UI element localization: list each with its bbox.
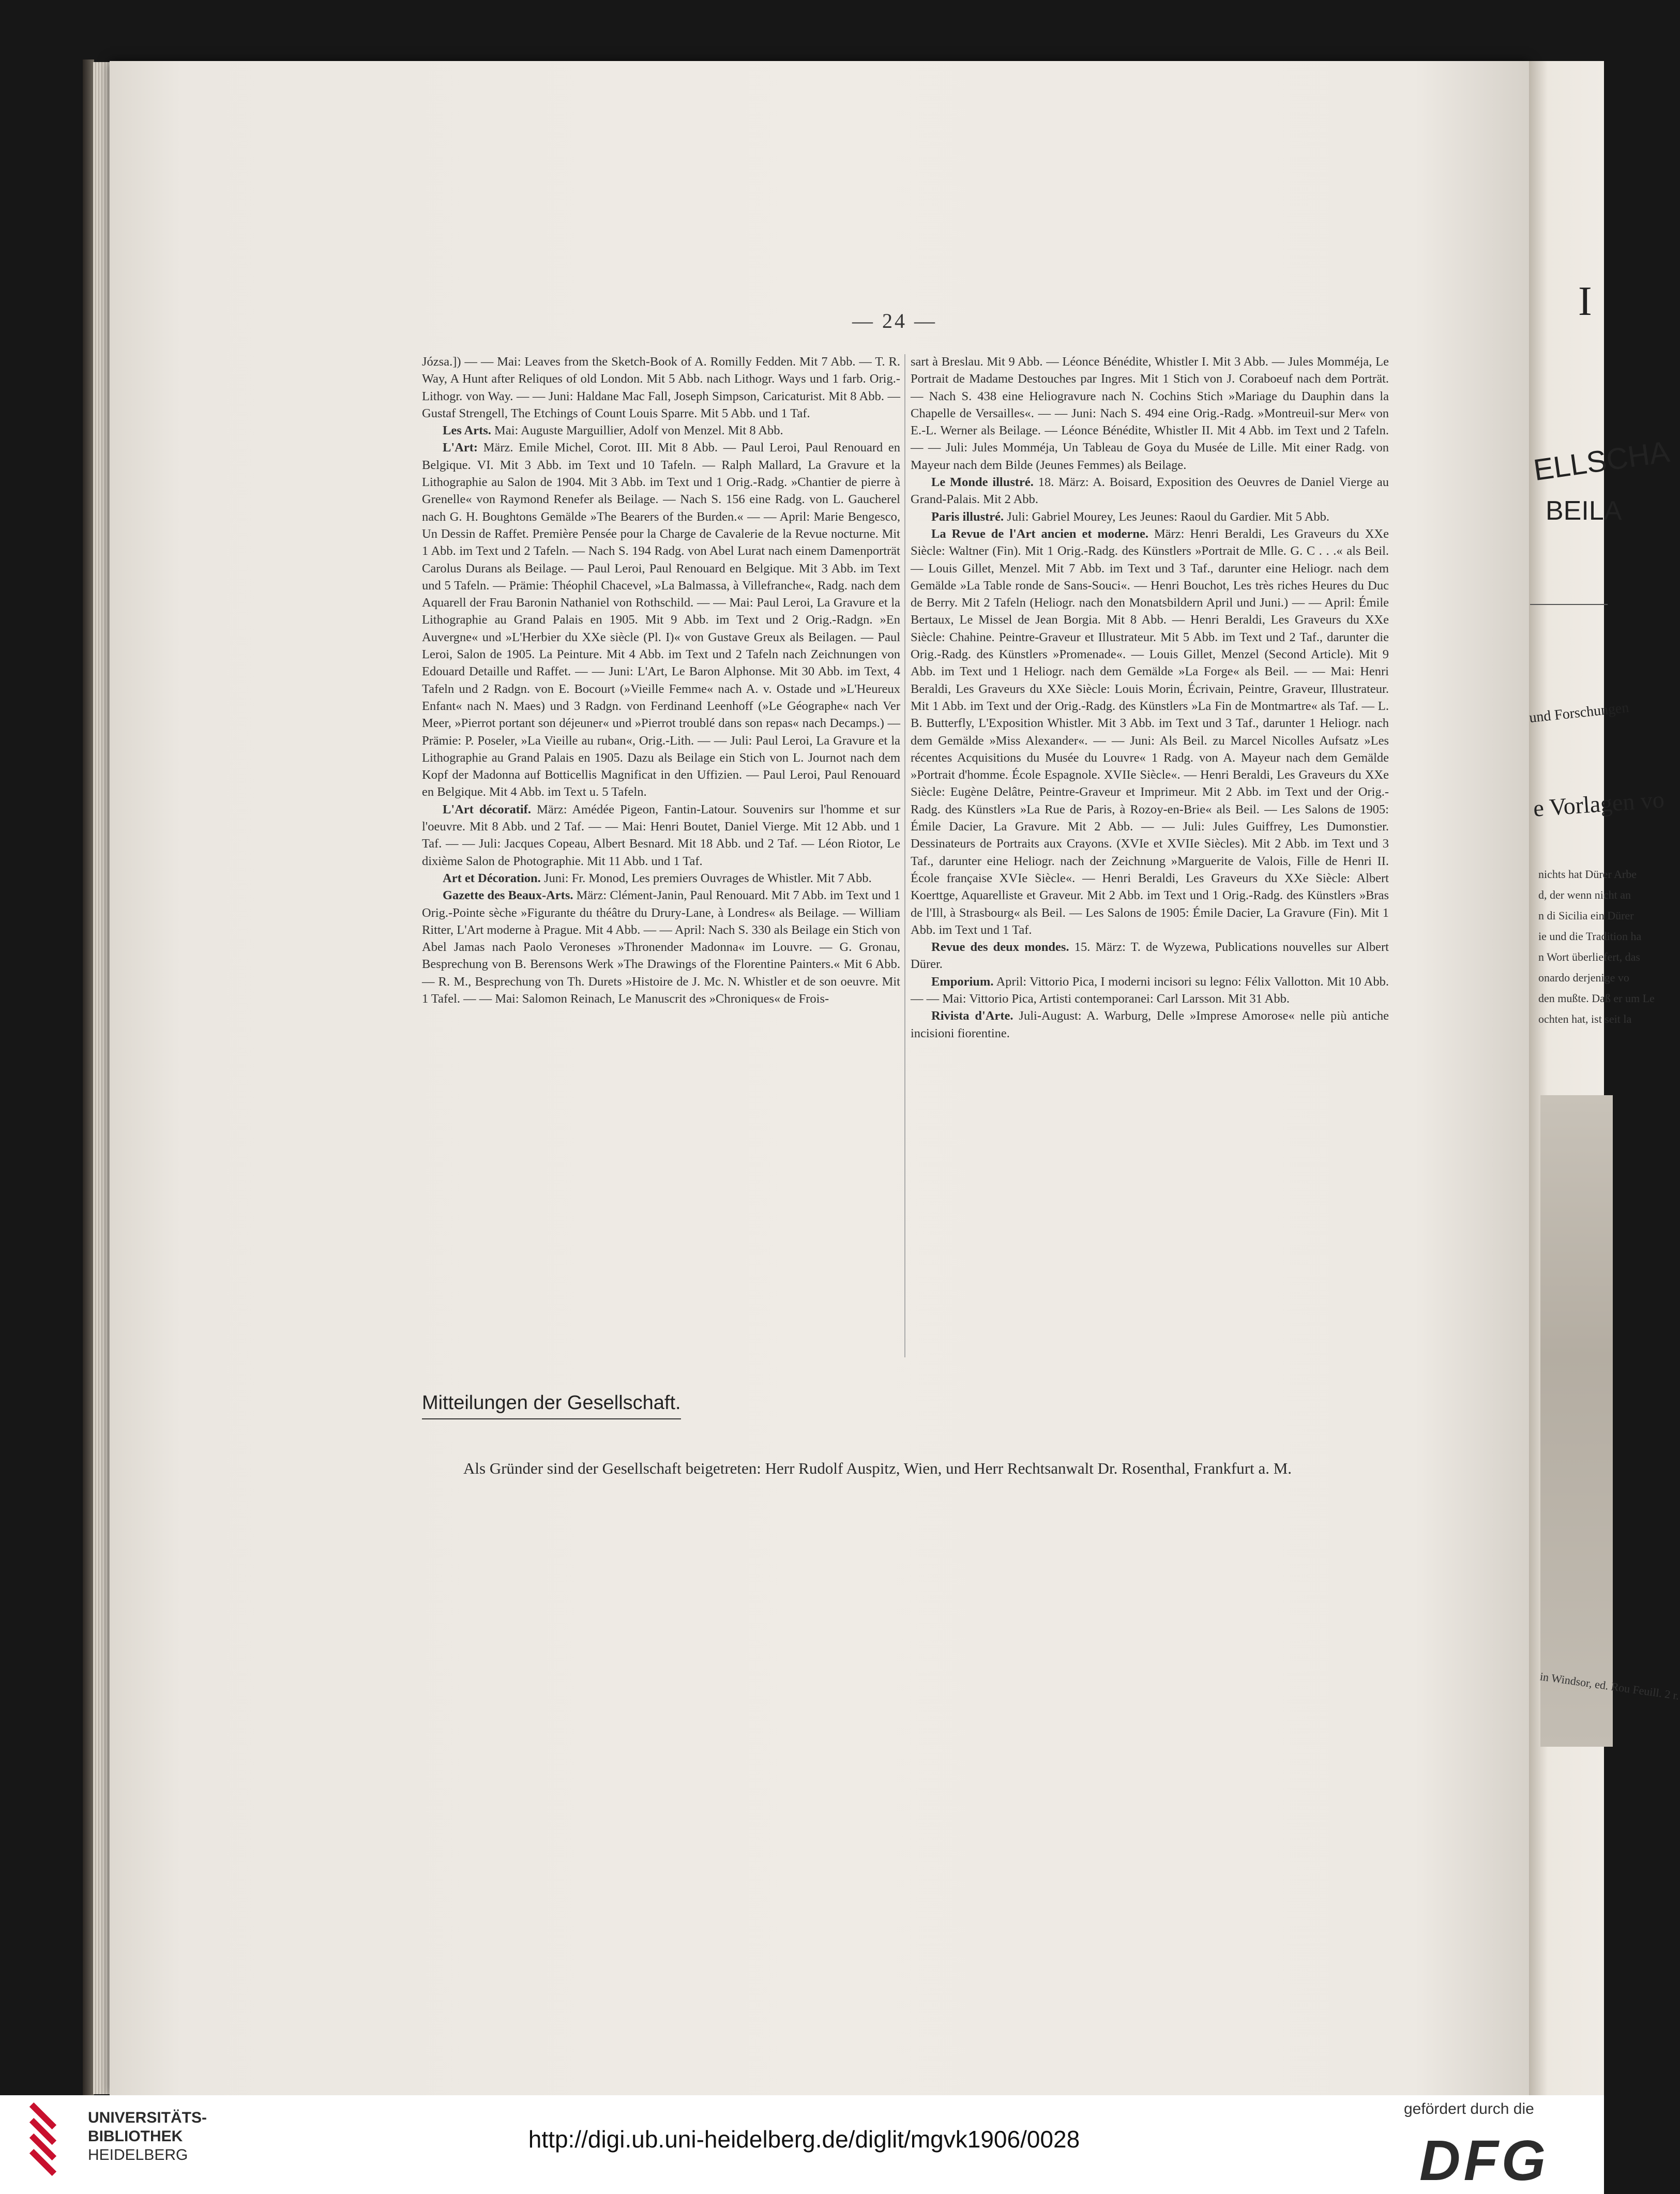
next-page-line: ochten hat, ist seit la bbox=[1538, 1012, 1632, 1025]
entry-text: Juli-August: A. Warburg, Delle »Imprese Amorose« nelle più antiche incisioni fiorentine. bbox=[911, 1009, 1389, 1040]
entry-text: März: Amédée Pigeon, Fantin-Latour. Souvenirs sur l'homme et sur l'oeuvre. Mit 8 Abb. und 2 Taf. — — Mai: Henri Boutet, Daniel Vierge. Mit 12 Abb. und 1 Taf. — — Juli: Jacques Copeau, Albert Besnard. Mit 18 Abb. und 2 Taf. — Léon Riotor, Le dixième Salon de Photographie. Mit 11 Abb. und 1 Taf. bbox=[422, 802, 900, 868]
right-column bbox=[911, 353, 1389, 1042]
next-page-heading-vorlagen: e Vorlagen vo bbox=[1532, 786, 1666, 822]
next-page-line: n di Sicilia ein Dürer bbox=[1538, 909, 1634, 922]
bibliography-entry bbox=[911, 353, 1389, 474]
entry-text: Mai: Auguste Marguillier, Adolf von Menzel. Mit 8 Abb. bbox=[491, 423, 783, 438]
entry-text: Juli: Gabriel Mourey, Les Jeunes: Raoul du Gardier. Mit 5 Abb. bbox=[1004, 509, 1330, 524]
journal-title: Revue des deux mondes. bbox=[931, 940, 1069, 955]
section-body bbox=[422, 1457, 1389, 1480]
bibliography-entry bbox=[422, 439, 900, 800]
section-title: Mitteilungen der Gesellschaft. bbox=[422, 1392, 681, 1419]
journal-title: La Revue de l'Art ancien et moderne. bbox=[931, 526, 1149, 541]
journal-title: L'Art décoratif. bbox=[443, 802, 531, 816]
entry-text: 15. März: T. de Wyzewa, Publications nouvelles sur Albert Dürer. bbox=[911, 940, 1389, 972]
next-page-line: onardo derjenige vo bbox=[1538, 971, 1629, 984]
next-page-heading-fragment: I bbox=[1578, 279, 1592, 324]
book-spine-shadow bbox=[83, 59, 94, 2097]
bibliography-entry bbox=[422, 887, 900, 1007]
entry-text: April: Vittorio Pica, I moderni incisori su legno: Félix Vallotton. Mit 10 Abb. — — Mai: Vittorio Pica, Artisti contemporanei: Carl Larsson. Mit 31 Abb. bbox=[911, 974, 1389, 1006]
dfg-logo: DFG bbox=[1419, 2129, 1549, 2192]
journal-title: L'Art: bbox=[443, 441, 478, 455]
journal-title: Rivista d'Arte. bbox=[931, 1009, 1013, 1023]
next-page-line: nichts hat Dürer Arbe bbox=[1538, 868, 1637, 881]
next-page-line: ie und die Tradition ha bbox=[1538, 930, 1642, 943]
bibliography-entry bbox=[911, 973, 1389, 1008]
next-page-caption: in Windsor, ed. Rou Feuill. 2 r. bbox=[1539, 1670, 1680, 1702]
next-page-title-fragment: ELLSCHA bbox=[1531, 434, 1672, 488]
journal-title: Art et Décoration. bbox=[443, 871, 541, 885]
bibliography-entry bbox=[911, 939, 1389, 973]
logo-line-3: HEIDELBERG bbox=[88, 2146, 188, 2163]
next-page-heading-forschungen: und Forschungen bbox=[1528, 699, 1630, 727]
book-page-edges bbox=[93, 62, 111, 2094]
journal-title: Gazette des Beaux-Arts. bbox=[443, 888, 573, 903]
entry-text: 18. März: A. Boisard, Exposition des Oeuvres de Daniel Vierge au Grand-Palais. Mit 2 Abb. bbox=[911, 475, 1389, 507]
journal-title: Le Monde illustré. bbox=[931, 475, 1034, 490]
bibliography-entry bbox=[911, 1007, 1389, 1042]
entry-text: Juni: Fr. Monod, Les premiers Ouvrages de Whistler. Mit 7 Abb. bbox=[540, 871, 872, 885]
bibliography-entry bbox=[911, 474, 1389, 508]
logo-line-2: BIBLIOTHEK bbox=[88, 2128, 183, 2145]
bibliography-entry bbox=[911, 508, 1389, 525]
permalink-url[interactable]: http://digi.ub.uni-heidelberg.de/diglit/mgvk1906/0028 bbox=[528, 2126, 1080, 2153]
next-page-line: den mußte. Daß er um Le bbox=[1538, 992, 1655, 1005]
bibliography-entry bbox=[422, 870, 900, 887]
journal-title: Emporium. bbox=[931, 974, 994, 989]
entry-text: März. Emile Michel, Corot. III. Mit 8 Abb. — Paul Leroi, Paul Renouard en Belgique. VI. Mit 3 Abb. im Text und 10 Tafeln. — Ralph Mallard, La Gravure et la Lithographie au Salon de 1904. Mit 3 Abb. im Text und 1 Orig.-Radg. »Chantier de pierre à Grenelle« von Raymond Renefer als Beilage. — Nach S. 156 eine Radg. von L. Gaucherel nach G. H. Boughtons Gemälde »The Bearers of the Burden.« — — April: Marie Bengesco, Un Dessin de Raffet. Première Pensée pour la Charge de Cavalerie de la Revue nocturne. Mit 1 Abb. im Text und 2 Tafeln. — Nach S. 194 Radg. von Abel Lurat nach einem Damenporträt Carolus Durans als Beilage. — Paul Leroi, Paul Renouard en Belgique. Mit 3 Abb. im Text und 5 Tafeln. — Prämie: Théophil Chacevel, »La Balmassa, à Villefranche«, Radg. nach dem Aquarell der Frau Baronin Nathaniel von Rothschild. — — Mai: Paul Leroi, La Gravure et la Lithographie au Grand Palais en 1905. Mit 9 Abb. im Text und 2 Orig.-Radgn. »En Auvergne« und »L'Herbier du XXe siècle (Pl. I)« von Gustave Greux als Beilagen. — Paul Leroi, Salon de 1905. La Peinture. Mit 4 Abb. im Text und 2 Tafeln nach Zeichnungen von Edouard Detaille und Raffet. — — Juni: L'Art, Le Baron Alphonse. Mit 30 Abb. im Text, 4 Tafeln und 2 Radgn. von E. Bocourt (»Vieille Femme« nach A. v. Ostade und »L'Heureux Enfant« nach N. Maes) und 3 Radgn. von Ferdinand Leenhoff (»Le Géographe« nach Ver Meer, »Pierrot portant son déjeuner« und »Pierrot troublé dans son repas« nach Decamps.) — Prämie: P. Poseler, »La Vieille au ruban«, Orig.-Lith. — — Juli: Paul Leroi, La Gravure et la Lithographie au Grand Palais en 1905. Dazu als Beilage ein Stich von L. Journot nach dem Kopf der Madonna auf Botticellis Magnificat in den Uffizien. — Paul Leroi, Paul Renouard en Belgique. Mit 4 Abb. im Text u. 5 Tafeln. bbox=[422, 441, 900, 799]
next-page-rule bbox=[1530, 604, 1608, 605]
journal-title: Les Arts. bbox=[443, 423, 491, 438]
next-page-line: n Wort überliefert, das bbox=[1538, 950, 1640, 963]
university-library-logo-icon bbox=[23, 2104, 80, 2181]
logo-line-1: UNIVERSITÄTS- bbox=[88, 2109, 207, 2126]
next-page-strip bbox=[1528, 61, 1680, 2096]
bibliography-entry bbox=[422, 801, 900, 870]
section-body-text: Als Gründer sind der Gesellschaft beigetreten: Herr Rudolf Auspitz, Wien, und Herr Rechtsanwalt Dr. Rosenthal, Frankfurt a. M. bbox=[463, 1459, 1292, 1477]
entry-text: Józsa.]) — — Mai: Leaves from the Sketch-Book of A. Romilly Fedden. Mit 7 Abb. — T. R. Way, A Hunt after Reliques of old London. Mit 5 Abb. nach Lithogr. Ways und 1 farb. Orig.-Lithogr. von Way. — — Juni: Haldane Mac Fall, Joseph Simpson, Caricaturist. Mit 8 Abb. — Gustaf Strengell, The Etchings of Count Louis Sparre. Mit 5 Abb. und 1 Taf. bbox=[422, 355, 900, 420]
page-number: — 24 — bbox=[852, 309, 937, 332]
bibliography-entry bbox=[422, 422, 900, 439]
entry-text: März: Clément-Janin, Paul Renouard. Mit 7 Abb. im Text und 1 Orig.-Pointe sèche »Figurante du théâtre du Drury-Lane, à Londres« als Beilage. — William Ritter, L'Art moderne à Prague. Mit 4 Abb. — — April: Nach S. 330 als Beilage ein Stich von Abel Jamas nach Paolo Veroneses »Thronender Madonna« im Louvre. — G. Gronau, Besprechung von B. Berensons Werk »The Drawings of the Florentine Painters.« Mit 6 Abb. — R. M., Besprechung von Th. Durets »Histoire de J. Mc. N. Whistler et de son oeuvre. Mit 1 Tafel. — — Mai: Salomon Reinach, Le Manuscrit des »Chroniques« de Frois- bbox=[422, 888, 900, 1006]
university-library-name bbox=[88, 2109, 207, 2165]
bibliography-entry bbox=[422, 353, 900, 422]
journal-title: Paris illustré. bbox=[931, 509, 1004, 524]
column-divider bbox=[904, 354, 905, 1357]
left-column bbox=[422, 353, 900, 1007]
next-page-line: d, der wenn nicht an bbox=[1538, 888, 1631, 901]
entry-text: sart à Breslau. Mit 9 Abb. — Léonce Bénédite, Whistler I. Mit 3 Abb. — Jules Momméja, Le Portrait de Madame Destouches par Ingres. Mit 1 Stich von J. Coraboeuf nach dem Porträt. — Nach S. 438 eine Heliogravure nach N. Cochins Stich »Mariage du Dauphin dans la Chapelle de Versailles«. — — Juni: Nach S. 494 eine Orig.-Radg. »Montreuil-sur Mer« von E.-L. Werner als Beilage. — Léonce Bénédite, Whistler II. Mit 4 Abb. im Text und 2 Tafeln. — — Juli: Jules Momméja, Un Tableau de Goya du Musée de Lille. Mit einer Radg. von Mayeur nach dem Bilde (Jeunes Femmes) als Beilage. bbox=[911, 355, 1389, 472]
funded-by-label: gefördert durch die bbox=[1404, 2100, 1534, 2117]
next-page-illustration bbox=[1540, 1095, 1613, 1747]
next-page-subtitle-fragment: BEILA bbox=[1546, 496, 1622, 526]
bibliography-entry bbox=[911, 525, 1389, 939]
entry-text: März: Henri Beraldi, Les Graveurs du XXe Siècle: Waltner (Fin). Mit 1 Orig.-Radg. des Künstlers »Portrait de Mlle. G. C . . .« als Beil. — Louis Gillet, Menzel. Mit 7 Abb. im Text und 3 Taf., darunter eine Heliogr. nach dem Gemälde »La Table ronde de Sans-Souci«. — Henri Bouchot, Les très riches Heures du Duc de Berry. Mit 2 Tafeln (Heliogr. nach den Monatsbildern April und Juni.) — — April: Émile Bertaux, Le Missel de Jean Borgia. Mit 8 Abb. — Henri Beraldi, Les Graveurs du XXe Siècle: Chahine. Peintre-Graveur et Illustrateur. Mit 5 Abb. im Text und 2 Taf., darunter die Orig.-Radg. des Künstlers »Promenade«. — Louis Gillet, Menzel (Second Article). Mit 9 Abb. im Text und 1 Heliogr. nach dem Gemälde »La Forge« als Beil. — — Mai: Henri Beraldi, Les Graveurs du XXe Siècle: Louis Morin, Écrivain, Peintre, Graveur, Illustrateur. Mit 1 Abb. im Text und der Orig.-Radg. des Künstlers »La Fin de Montmartre« als Taf. — L. B. Butterfly, L'Exposition Whistler. Mit 3 Abb. im Text und 3 Taf., darunter 1 Heliogr. nach dem Gemälde »Miss Alexander«. — — Juni: Als Beil. zu Marcel Nicolles Aufsatz »Les récentes Acquisitions du Musée du Louvre« 1 Radg. von A. Mayeur nach dem Gemälde »Portrait d'homme. École Espagnole. XVIIe Siècle«. — Henri Beraldi, Les Graveurs du XXe Siècle: Eugène Delâtre, Peintre-Graveur et Imprimeur. Mit 2 Abb. im Text und der Orig.-Radg. des Künstlers »La Rue de Paris, à Rozoy-en-Brie« als Beil. — Les Salons de 1905: Émile Dacier, La Gravure. Mit 2 Abb. — — Juli: Jules Guiffrey, Les Dumonstier. Dessinateurs de Portraits aux Crayons. (XVIe et XVIIe Siècles). Mit 2 Abb. im Text und 3 Taf., darunter eine Heliogr. nach der Zeichnung »Marguerite de Valois, Fille de Henri II. École française XVIe Siècle«. — Henri Beraldi, Les Graveurs du XXe Siècle: Albert Koerttge, Aquarelliste et Graveur. Mit 2 Abb. im Text und 1 Orig.-Radg. des Künstlers »Bras de l'Ill, à Strasbourg« als Beil. — Les Salons de 1905: Émile Dacier, La Gravure (Fin). Mit 1 Abb. im Text und 1 Taf. bbox=[911, 526, 1389, 937]
